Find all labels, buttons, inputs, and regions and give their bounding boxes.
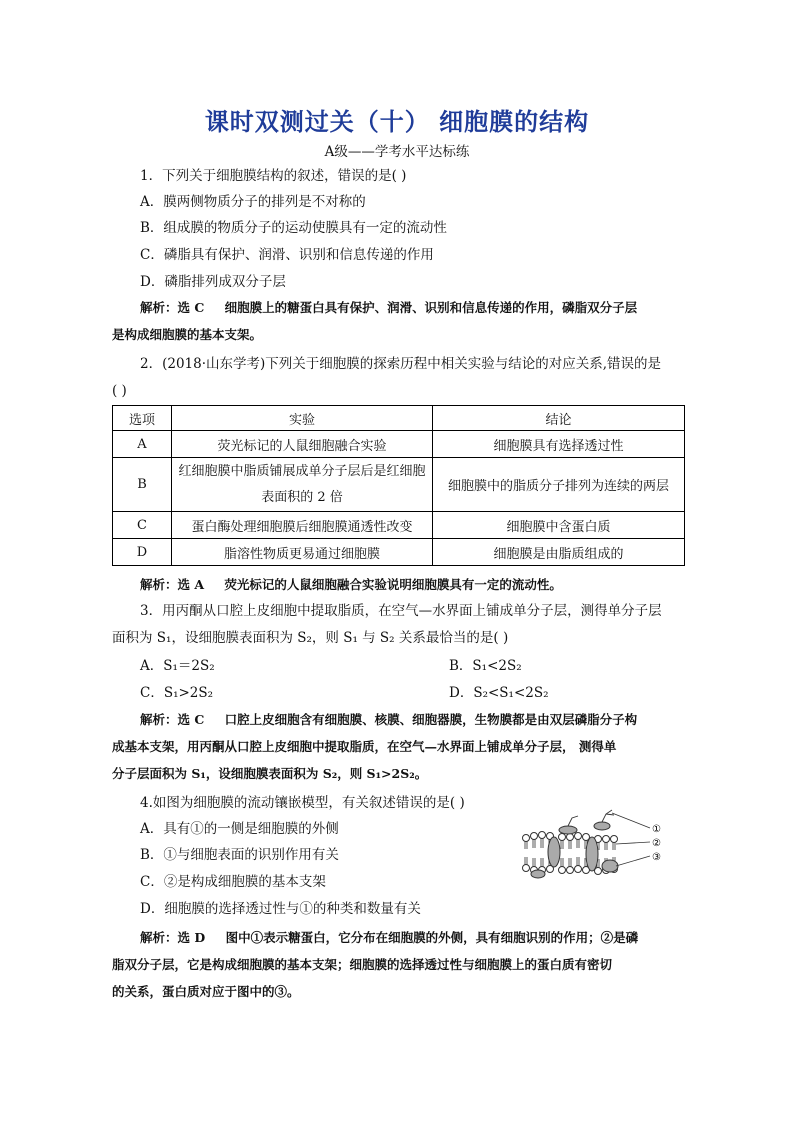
- fluid-mosaic-model-figure: [518, 808, 673, 888]
- table-cell-option: A: [113, 431, 172, 458]
- q3-analysis-text-3: 分子层面积为 S₁，设细胞膜表面积为 S₂，则 S₁>2S₂。: [112, 766, 428, 781]
- page-title: 课时双测过关（十） 细胞膜的结构: [204, 108, 590, 136]
- table-cell-option: B: [113, 458, 172, 512]
- table-row: [113, 458, 685, 512]
- q1-option-b: B．组成膜的物质分子的运动使膜具有一定的流动性: [140, 220, 447, 236]
- q3-option-c: C．S₁>2S₂: [140, 685, 214, 701]
- q1-analysis-text-2: 是构成细胞膜的基本支架。: [112, 327, 263, 342]
- q4-analysis-label: 解析：选 D: [140, 930, 206, 945]
- q4-analysis-text-2: 脂双分子层，它是构成细胞膜的基本支架；细胞膜的选择透过性与细胞膜上的蛋白质有密切: [112, 957, 613, 972]
- table-header-experiment: 实验: [172, 406, 433, 431]
- table-cell-conclusion: 细胞膜中的脂质分子排列为连续的两层: [433, 458, 685, 512]
- table-cell-option: C: [113, 512, 172, 539]
- q3-analysis: [112, 706, 687, 787]
- q1-option-a: A．膜两侧物质分子的排列是不对称的: [140, 194, 366, 210]
- table-cell-conclusion: 细胞膜是由脂质组成的: [433, 539, 685, 566]
- q3-stem-2: 面积为 S₁，设细胞膜表面积为 S₂，则 S₁ 与 S₂ 关系最恰当的是( ): [112, 630, 509, 646]
- q4-analysis-text-3: 的关系，蛋白质对应于图中的③。: [112, 984, 300, 999]
- table-row: [113, 512, 685, 539]
- q4-option-b: B．①与细胞表面的识别作用有关: [140, 847, 339, 863]
- q4-stem: 4.如图为细胞膜的流动镶嵌模型，有关叙述错误的是( ): [140, 795, 465, 811]
- q4-analysis-text-1: 图中①表示糖蛋白，它分布在细胞膜的外侧，具有细胞识别的作用；②是磷: [225, 930, 639, 945]
- q2-stem-2: ( ): [112, 383, 127, 399]
- table-header-row: [113, 406, 685, 431]
- q2-analysis-label: 解析：选 A: [140, 577, 205, 592]
- q4-option-d: D．细胞膜的选择透过性与①的种类和数量有关: [140, 901, 421, 917]
- q3-option-a: A．S₁＝2S₂: [140, 658, 215, 674]
- experiment-table: [112, 405, 685, 566]
- table-cell-conclusion: 细胞膜中含蛋白质: [433, 512, 685, 539]
- q4-analysis: [112, 924, 687, 1005]
- q4-option-a: A．具有①的一侧是细胞膜的外侧: [140, 821, 339, 837]
- section-subtitle: A级——学考水平达标练: [324, 144, 470, 160]
- q1-option-c: C．磷脂具有保护、润滑、识别和信息传递的作用: [140, 247, 434, 263]
- table-cell-option: D: [113, 539, 172, 566]
- q1-analysis-label: 解析：选 C: [140, 300, 205, 315]
- table-cell-experiment: 红细胞膜中脂质铺展成单分子层后是红细胞表面积的 2 倍: [172, 458, 433, 512]
- table-cell-experiment: 荧光标记的人鼠细胞融合实验: [172, 431, 433, 458]
- table-cell-experiment: 蛋白酶处理细胞膜后细胞膜通透性改变: [172, 512, 433, 539]
- q3-option-b: B．S₁<2S₂: [449, 658, 522, 674]
- q1-analysis-text-1: 细胞膜上的糖蛋白具有保护、润滑、识别和信息传递的作用，磷脂双分子层: [224, 300, 638, 315]
- table-cell-experiment: 脂溶性物质更易通过细胞膜: [172, 539, 433, 566]
- q1-option-d: D．磷脂排列成双分子层: [140, 274, 286, 290]
- q3-analysis-text-2: 成基本支架，用丙酮从口腔上皮细胞中提取脂质，在空气—水界面上铺成单分子层， 测得单: [112, 739, 617, 754]
- table-cell-conclusion: 细胞膜具有选择透过性: [433, 431, 685, 458]
- q1-analysis: [112, 294, 687, 348]
- table-header-conclusion: 结论: [433, 406, 685, 431]
- figure-label-2: ②: [652, 838, 661, 849]
- figure-label-1: ①: [652, 824, 661, 835]
- q2-analysis-text: 荧光标记的人鼠细胞融合实验说明细胞膜具有一定的流动性。: [224, 577, 562, 592]
- q3-stem-1: 3．用丙酮从口腔上皮细胞中提取脂质，在空气—水界面上铺成单分子层，测得单分子层: [140, 603, 662, 619]
- table-header-option: 选项: [113, 406, 172, 431]
- figure-label-3: ③: [652, 852, 661, 863]
- table-row: [113, 431, 685, 458]
- q4-option-c: C．②是构成细胞膜的基本支架: [140, 874, 326, 890]
- q1-stem: 1．下列关于细胞膜结构的叙述，错误的是( ): [140, 168, 407, 184]
- q2-analysis: [112, 571, 687, 598]
- q3-option-d: D．S₂<S₁<2S₂: [449, 685, 549, 701]
- q3-analysis-text-1: 口腔上皮细胞含有细胞膜、核膜、细胞器膜，生物膜都是由双层磷脂分子构: [224, 712, 638, 727]
- q3-analysis-label: 解析：选 C: [140, 712, 205, 727]
- q2-stem-1: 2．(2018·山东学考)下列关于细胞膜的探索历程中相关实验与结论的对应关系,错误的是: [140, 356, 662, 372]
- table-row: [113, 539, 685, 566]
